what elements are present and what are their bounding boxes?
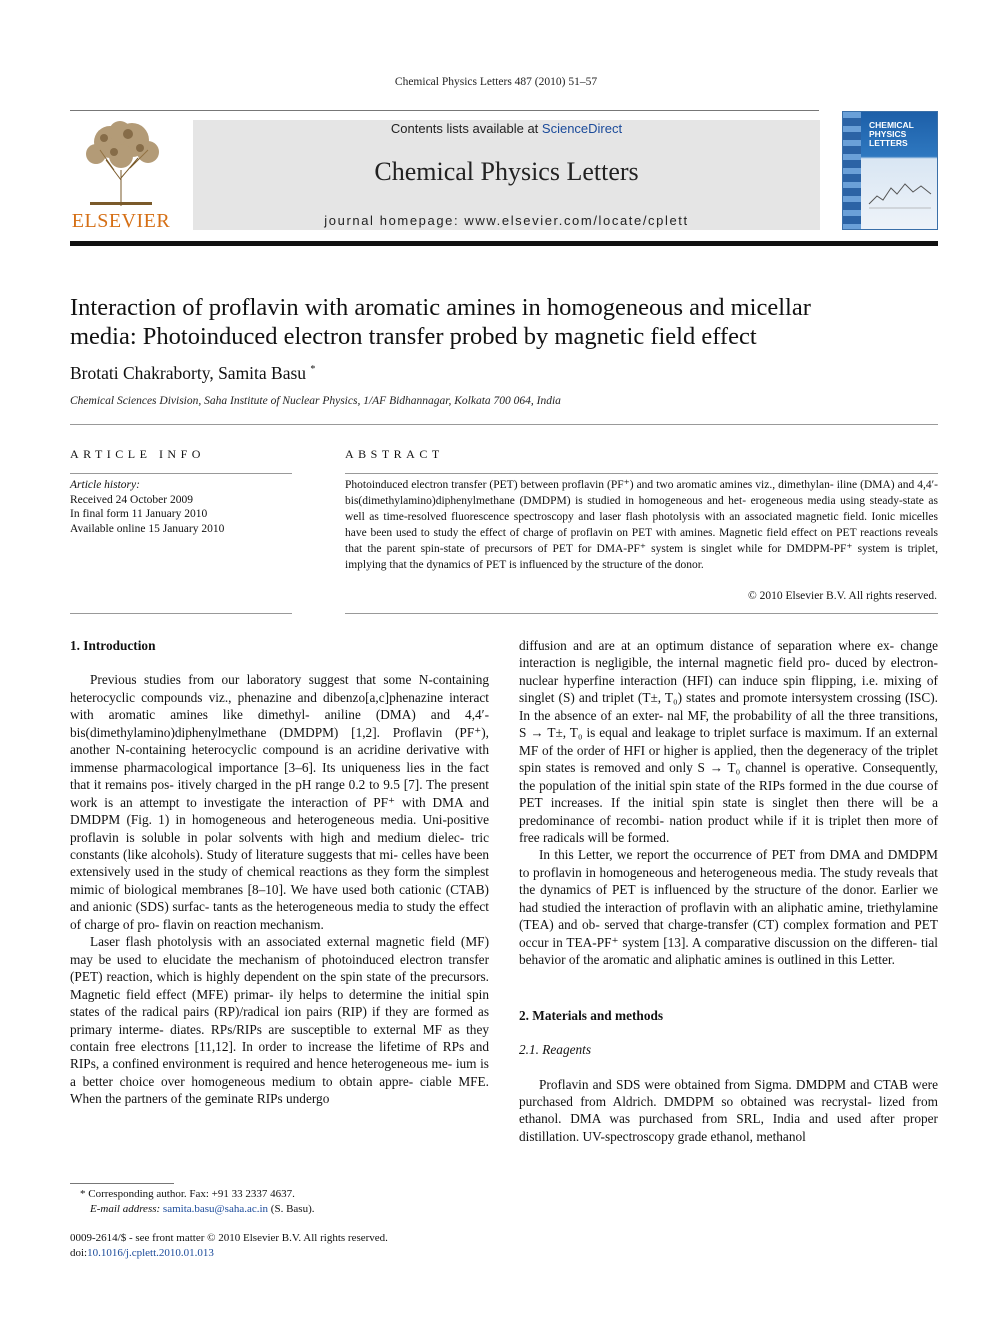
text-line: change interaction is negligible, the internal magnetic field pro- [519, 638, 938, 671]
paragraph [519, 637, 938, 846]
text-line: The study reveals that the dynamics of PET is influenced by the [519, 864, 938, 898]
text-line: ciable MFE. When the partners of the geminate RIPs undergo [70, 1073, 489, 1107]
paragraph [519, 1076, 938, 1146]
final-form-date: In final form 11 January 2010 [70, 508, 208, 521]
cover-title-line: LETTERS [869, 138, 908, 148]
text-line: aniline (DMA) and 4,4′-bis(dimethylamino)diphenylmethane [70, 707, 489, 740]
header-rule [70, 110, 819, 111]
text-line: ily helps to determine the initial spin states of the radical pairs [70, 986, 489, 1020]
email-label: E-mail address: [90, 1202, 163, 1215]
title-rule [70, 424, 938, 425]
text-line: equal and leakage to triplet surface is maximum. If an external [599, 725, 938, 741]
copyright: © 2010 Elsevier B.V. All rights reserved. [748, 590, 937, 602]
cover-strip [843, 112, 861, 230]
abstract-label: ABSTRACT [345, 447, 444, 461]
footnote-rule [70, 1183, 174, 1184]
text-line: ium is a better choice over homogeneous medium to obtain appre- [70, 1056, 489, 1089]
text-line: dibenzo[a,c]phenazine interact with aromatic amines like dimethyl- [70, 689, 489, 723]
section-heading-materials-methods: 2. Materials and methods [519, 1007, 664, 1023]
received-date: Received 24 October 2009 [70, 493, 193, 506]
text-line: lized from ethanol. DMA was purchased from SRL, India and used [519, 1093, 938, 1127]
right-column [519, 637, 938, 1145]
text-line: of the triplet spin states is removed and only S → T₀ channel is [519, 742, 938, 776]
text-line: tial behavior of the aromatic and aliphatic amines is outlined in [519, 934, 938, 968]
affiliation: Chemical Sciences Division, Saha Institute of Nuclear Physics, 1/AF Bidhannagar, Kolkata 700 064, India [70, 395, 561, 407]
corresponding-mark[interactable]: * [310, 364, 316, 376]
abstract-rule [345, 473, 938, 474]
text-line: DMDPM to proflavin in homogeneous and heterogeneous media. [519, 847, 938, 880]
text-line: Laser flash photolysis with an associated external magnetic field [90, 934, 461, 950]
article-title-line: Interaction of proflavin with aromatic amines in homogeneous and micellar [70, 294, 811, 321]
journal-homepage [193, 213, 820, 228]
text-line: MF of the order of HFI or higher is applied, then the degeneracy [519, 742, 872, 758]
doi-line [70, 1246, 388, 1261]
cover-title [869, 121, 914, 148]
text-line: operative. Consequently, the population of the initial spin state of [519, 760, 938, 793]
text-line: after proper distillation. UV-spectroscopy grade ethanol, methanol [519, 1111, 938, 1144]
sciencedirect-link[interactable]: ScienceDirect [541, 121, 623, 136]
history-heading: Article history: [70, 479, 140, 491]
paragraph [519, 846, 938, 968]
text-line: the dynamics of PET is influenced by the structure of the donor. [409, 558, 704, 571]
left-column [70, 637, 489, 1108]
text-line: reactions as they form the simplest mimic of biological membranes [70, 864, 489, 897]
subsection-heading-reagents: 2.1. Reagents [519, 1042, 592, 1058]
text-line: (Fig. 1) in homogeneous and heterogeneous media. Uni-positive [126, 812, 489, 828]
text-line: tants as the heterogeneous media to study the effect of charge of pro- [70, 899, 489, 932]
text-line: nal MF, the probability of all the three transitions, S → T±, T₀ is [519, 707, 938, 741]
text-line: celles have been extensively used in the study of chemical [70, 846, 490, 880]
text-line: (DMDPM) [1,2]. Proflavin (PF⁺), another N-containing heterocyclic [70, 724, 489, 758]
text-line: of precursors of PET for DMA-PF⁺ system is singlet while for DMDPM-PF⁺ system is triplet, implying that [345, 542, 938, 571]
elsevier-wordmark: ELSEVIER [71, 210, 171, 232]
article-title-line: media: Photoinduced electron transfer probed by magnetic field effect [70, 323, 757, 350]
section-heading-introduction: 1. Introduction [70, 638, 156, 653]
text-line: proflavin with an aliphatic amine, triethylamine (TEA) and ob- [519, 899, 938, 933]
text-line: served that charge-transfer (CT) complex formation and PET occur [519, 917, 938, 950]
text-line: flavin on reaction mechanism. [162, 916, 324, 932]
text-line: compound is an acridine derivative with immense pharmacological [70, 742, 490, 775]
authors [70, 363, 315, 384]
contents-line [193, 121, 820, 136]
article-title [70, 293, 930, 351]
text-line: spin state is singlet then there will be a predominance of recombi- [519, 795, 938, 828]
text-line: erogeneous media using steady-state as well as time-resolved fluorescence spectroscopy and laser flash [345, 494, 939, 523]
text-line: (RP)/radical ion pairs (RIP) if they are formed as primary interme- [70, 1004, 489, 1037]
journal-banner [193, 120, 820, 230]
text-line: of proflavin on PET with amines. Magnetic field effect on PET reactions reveals that the parent spin-state [345, 526, 938, 555]
text-line: proflavin is soluble in polar solvents with high and medium dielec- [70, 829, 472, 845]
front-matter [70, 1231, 388, 1260]
text-line: importance [3–6]. Its uniqueness lies in the fact that it remains pos- [70, 759, 489, 793]
email-suffix: (S. Basu). [268, 1202, 315, 1215]
text-line: Photoinduced electron transfer (PET) between proflavin (PF⁺) and two aromatic amines viz., dimethylan- [345, 479, 837, 491]
article-history [70, 478, 224, 536]
text-line: the RIPs formed in the due course of PET increases. If the initial [519, 777, 939, 811]
doi-link[interactable]: 10.1016/j.cplett.2010.01.013 [87, 1246, 214, 1259]
article-info-label: ARTICLE INFO [70, 447, 205, 461]
text-line: N-containing heterocyclic compounds viz., phenazine and [70, 672, 489, 705]
journal-cover[interactable] [842, 111, 938, 230]
text-line: in TEA-PF⁺ system [13]. A comparative discussion on the differen- [552, 934, 921, 950]
corresponding-author-note: * Corresponding author. Fax: +91 33 2337 4637. [80, 1188, 295, 1200]
text-line: diates. RPs/RIPs are susceptible to external MF as they contain free [70, 1021, 489, 1054]
issn-line: 0009-2614/$ - see front matter © 2010 Elsevier B.V. All rights reserved. [70, 1232, 388, 1244]
text-line: spin flipping, i.e. mixing of singlet (S) and triplet (T±, T₀) states [519, 672, 938, 706]
email-link[interactable]: samita.basu@saha.ac.in [162, 1202, 269, 1215]
text-line: [8–10]. We have used both cationic (CTAB) and anionic (SDS) surfac- [70, 881, 489, 915]
text-line: this Letter. [838, 952, 895, 968]
paragraph [70, 671, 489, 933]
text-line: itively charged in the pH range 0.2 to 9.5 [7]. The present work is an [70, 777, 489, 810]
elsevier-tree-icon [70, 120, 172, 208]
header-thick-rule [70, 241, 938, 246]
abstract-rule-bottom [345, 613, 938, 614]
text-line: Previous studies from our laboratory suggest that some [90, 672, 419, 688]
text-line: diffusion and are at an optimum distance of separation where ex- [519, 638, 901, 653]
article-info-rule [70, 473, 292, 474]
journal-title: Chemical Physics Letters [374, 157, 639, 186]
text-line: and promote intersystem crossing (ISC). In the absence of an exter- [519, 690, 938, 723]
text-line: electrons [11,12]. In order to increase the lifetime of RPs and RIPs, a [70, 1038, 489, 1072]
text-line: iline (DMA) and 4,4′-bis(dimethylamino)diphenylmethane (DMDPM) is studied in homogeneous and het- [345, 479, 938, 507]
article-info-rule-bottom [70, 613, 292, 614]
online-date: Available online 15 January 2010 [70, 522, 225, 535]
email-note [70, 1202, 315, 1217]
abstract-text [345, 478, 938, 573]
contents-prefix: Contents lists available at [390, 121, 542, 136]
homepage-url[interactable]: www.elsevier.com/locate/cplett [464, 213, 689, 228]
running-head: Chemical Physics Letters 487 (2010) 51–57 [394, 76, 598, 88]
elsevier-logo[interactable] [70, 120, 172, 232]
cover-graph-icon [867, 174, 933, 214]
doi-prefix: doi: [70, 1246, 88, 1259]
text-line: tric constants (like alcohols). Study of literature suggests that mi- [70, 829, 489, 862]
footnote [70, 1187, 315, 1216]
author-names: Brotati Chakraborty, Samita Basu [70, 363, 307, 383]
cover-title-line: CHEMICAL [869, 120, 914, 130]
text-line: duced by electron-nuclear hyperfine interaction (HFI) can induce [519, 655, 938, 688]
text-line: (MF) may be used to elucidate the mechanism of photoinduced [70, 934, 489, 967]
cover-title-line: PHYSICS [869, 129, 907, 139]
text-line: nation product while if it is triplet then more of free radicals will be [519, 812, 939, 845]
text-line: the spin state of the precursors. Magnetic field effect (MFE) primar- [70, 969, 489, 1002]
text-line: attempt to investigate the interaction of PF⁺ with DMA and DMDPM [70, 794, 489, 828]
paragraph [70, 933, 489, 1108]
homepage-prefix: journal homepage: [324, 213, 465, 228]
text-line: electron transfer (PET) reaction, which is highly dependent on [70, 951, 489, 985]
text-line: structure of the donor. Earlier we had studied the interaction of [519, 882, 938, 915]
text-line: formed. [627, 829, 670, 845]
text-line: In this Letter, we report the occurrence of PET from DMA and [539, 847, 888, 863]
text-line: were purchased from Aldrich. DMDPM so obtained was recrystal- [519, 1076, 938, 1109]
text-line: confined environment is required and hence heterogeneous me- [112, 1056, 456, 1072]
text-line: Proflavin and SDS were obtained from Sigma. DMDPM and CTAB [539, 1076, 913, 1092]
text-line: photolysis with an associated magnetic field. Ionic micelles have been used to study the effect of charge [345, 510, 938, 539]
